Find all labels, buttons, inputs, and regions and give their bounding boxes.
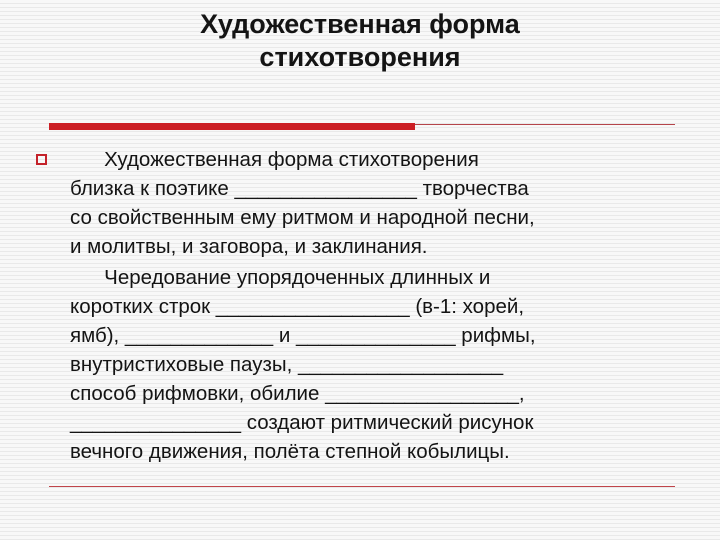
paragraph-1-line-3: со свойственным ему ритмом и народной песни, (70, 206, 535, 229)
paragraph-2-line-3: ямб), _____________ и ______________ рифмы, (70, 324, 536, 347)
paragraph-1-line-2: близка к поэтике ________________ творчества (70, 177, 529, 200)
bottom-divider-line (49, 486, 675, 487)
paragraph-2-line-7: вечного движения, полёта степной кобылицы. (70, 440, 510, 463)
slide-title-line-1: Художественная форма (200, 9, 520, 39)
paragraph-1-line-4: и молитвы, и заговора, и заклинания. (70, 235, 428, 258)
title-divider-accent (49, 123, 415, 130)
paragraph-2-line-2: коротких строк _________________ (в-1: хорей, (70, 295, 525, 318)
paragraph-2-line-6: _______________ создают ритмический рисунок (70, 411, 534, 434)
slide-title-line-2: стихотворения (259, 42, 461, 72)
slide-title (100, 8, 620, 74)
title-divider-line (415, 124, 675, 125)
body-paragraph-1 (70, 145, 690, 261)
paragraph-2-line-5: способ рифмовки, обилие _________________, (70, 382, 525, 405)
square-bullet-icon (36, 154, 47, 165)
slide-body (70, 145, 690, 466)
body-paragraph-2 (70, 263, 690, 466)
paragraph-1-line-1: Художественная форма стихотворения (70, 148, 479, 171)
paragraph-2-line-4: внутристиховые паузы, __________________ (70, 353, 504, 376)
paragraph-2-line-1: Чередование упорядоченных длинных и (70, 266, 491, 289)
